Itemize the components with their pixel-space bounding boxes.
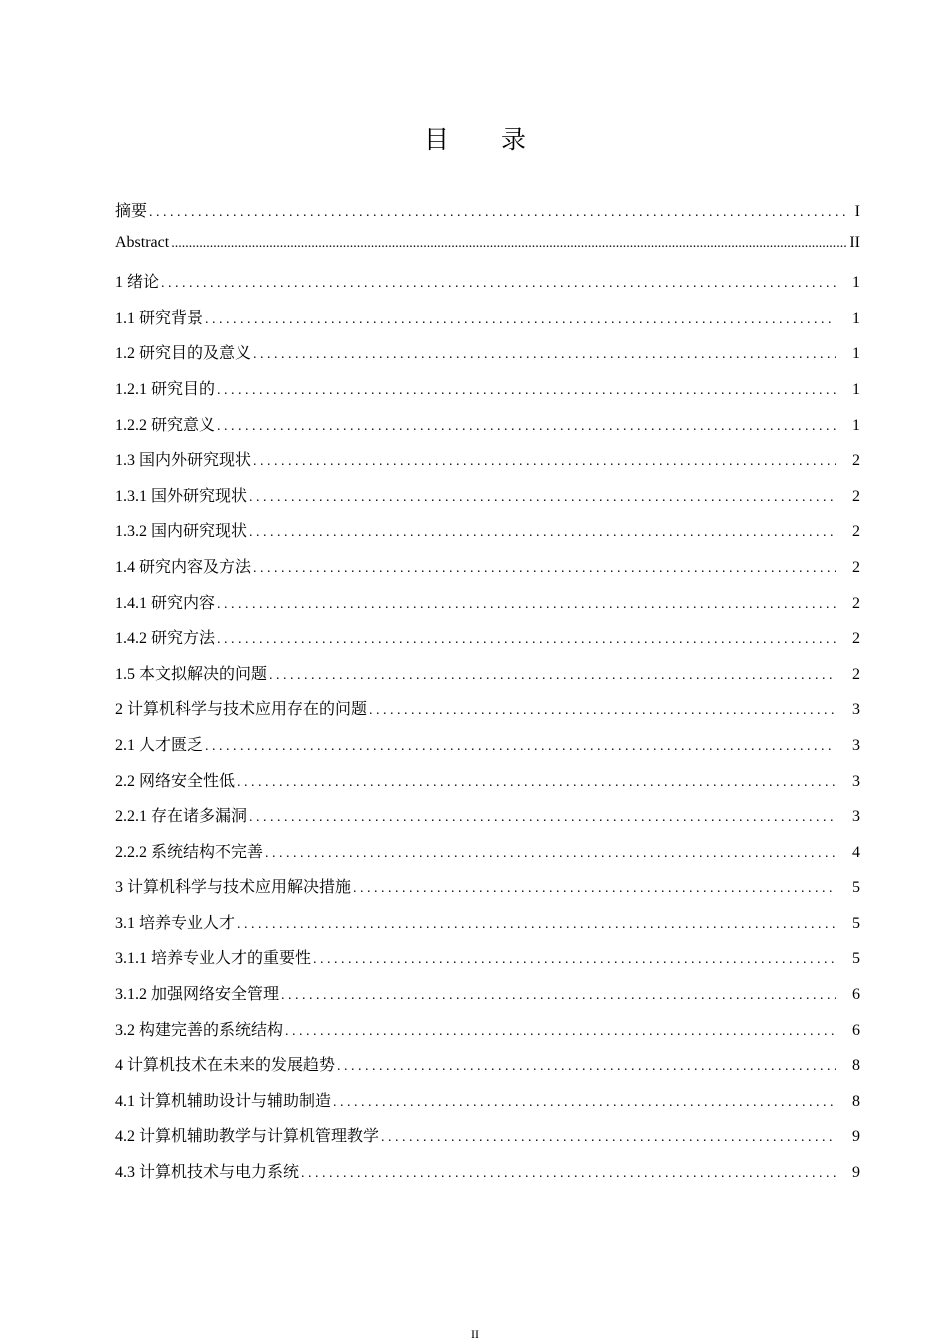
toc-entry[interactable] (115, 234, 860, 270)
toc-dot-leader (381, 1130, 836, 1147)
toc-entry[interactable] (115, 554, 860, 590)
toc-entry[interactable] (115, 518, 860, 554)
toc-entry-page: 3 (852, 701, 860, 719)
toc-entry[interactable] (115, 696, 860, 732)
toc-dot-leader (237, 917, 836, 934)
toc-dot-leader (313, 952, 836, 969)
toc-entry-label: 3.1.1 培养专业人才的重要性 (115, 950, 312, 968)
toc-entry-label: 1.2 研究目的及意义 (115, 345, 252, 363)
toc-dot-leader (281, 988, 836, 1005)
toc-entry-label: 1.5 本文拟解决的问题 (115, 665, 268, 683)
toc-entry-page: 2 (852, 523, 860, 541)
toc-dot-leader (217, 632, 836, 649)
toc-dot-leader (237, 775, 836, 792)
toc-entry-page: 3 (852, 808, 860, 826)
toc-entry-label: 1.4 研究内容及方法 (115, 558, 252, 576)
toc-entry[interactable] (115, 1017, 860, 1053)
toc-dot-leader (301, 1166, 836, 1183)
toc-entry-page: 1 (852, 274, 860, 292)
toc-entry[interactable] (115, 945, 860, 981)
toc-entry-page: 8 (852, 1092, 860, 1110)
toc-entry-page: 6 (852, 1021, 860, 1039)
toc-entry-page: 2 (852, 665, 860, 683)
toc-entry-label: 2.2.1 存在诸多漏洞 (115, 808, 248, 826)
toc-entry-label: 1.4.1 研究内容 (115, 594, 216, 612)
toc-dot-leader (253, 454, 836, 471)
toc-entry[interactable] (115, 376, 860, 412)
toc-entry-page: 2 (852, 594, 860, 612)
toc-dot-leader (161, 276, 836, 293)
toc-entry-label: 2.1 人才匮乏 (115, 736, 204, 754)
toc-entry-label: 1.2.1 研究目的 (115, 380, 216, 398)
toc-entry[interactable] (115, 447, 860, 483)
toc-dot-leader (249, 490, 836, 507)
toc-dot-leader (253, 347, 836, 364)
toc-entry-label: 4 计算机技术在未来的发展趋势 (115, 1057, 336, 1075)
toc-dot-leader (285, 1024, 836, 1041)
toc-entry-label: 2 计算机科学与技术应用存在的问题 (115, 701, 368, 719)
toc-entry-label: 3 计算机科学与技术应用解决措施 (115, 879, 352, 897)
toc-entry[interactable] (115, 981, 860, 1017)
toc-entry-label: 4.2 计算机辅助教学与计算机管理教学 (115, 1128, 380, 1146)
toc-entry-label: 1.4.2 研究方法 (115, 630, 216, 648)
toc-dot-leader (205, 739, 836, 756)
toc-entry-label: 3.1 培养专业人才 (115, 914, 236, 932)
toc-entry-label: 1.2.2 研究意义 (115, 416, 216, 434)
toc-entry[interactable] (115, 910, 860, 946)
toc-entry[interactable] (115, 839, 860, 875)
toc-entry-page: II (849, 233, 860, 251)
footer-page-number: II (471, 1327, 479, 1341)
toc-entry[interactable] (115, 874, 860, 910)
toc-entry[interactable] (115, 269, 860, 305)
toc-entry-page: 5 (852, 914, 860, 932)
toc-entry-label: 1.3.2 国内研究现状 (115, 523, 248, 541)
toc-entry[interactable] (115, 1052, 860, 1088)
toc-entry-page: 5 (852, 950, 860, 968)
toc-entry-label: Abstract (115, 233, 170, 251)
toc-entry-page: 6 (852, 986, 860, 1004)
toc-entry[interactable] (115, 803, 860, 839)
toc-entry[interactable] (115, 1123, 860, 1159)
toc-entry-page: 9 (852, 1128, 860, 1146)
toc-dot-leader (217, 383, 836, 400)
toc-entry[interactable] (115, 732, 860, 768)
toc-dot-leader (249, 525, 836, 542)
toc-entry-label: 2.2 网络安全性低 (115, 772, 236, 790)
toc-entry[interactable] (115, 768, 860, 804)
toc-dot-leader (269, 668, 836, 685)
toc-entry-label: 1.3 国内外研究现状 (115, 452, 252, 470)
toc-dot-leader (333, 1095, 836, 1112)
toc-entry[interactable] (115, 661, 860, 697)
toc-entry-page: I (854, 203, 860, 220)
toc-entry-label: 4.3 计算机技术与电力系统 (115, 1164, 300, 1182)
toc-dot-leader (369, 703, 836, 720)
toc-dot-leader (337, 1059, 836, 1076)
toc-entry-page: 5 (852, 879, 860, 897)
toc-dot-leader (249, 810, 836, 827)
toc-entry[interactable] (115, 305, 860, 341)
toc-entry[interactable] (115, 198, 860, 234)
toc-entry-page: 1 (852, 416, 860, 434)
toc-entry-page: 3 (852, 772, 860, 790)
toc-entry-label: 3.2 构建完善的系统结构 (115, 1021, 284, 1039)
toc-entry-page: 2 (852, 558, 860, 576)
toc-entry[interactable] (115, 340, 860, 376)
toc-entry-page: 8 (852, 1057, 860, 1075)
toc-dot-leader (149, 205, 846, 222)
toc-entry[interactable] (115, 590, 860, 626)
toc-entry-label: 2.2.2 系统结构不完善 (115, 843, 264, 861)
toc-entry-page: 2 (852, 452, 860, 470)
toc-entry-page: 9 (852, 1164, 860, 1182)
toc-entry-page: 2 (852, 487, 860, 505)
page-title: 目 录 (424, 125, 548, 154)
toc-entry-page: 2 (852, 630, 860, 648)
toc-entry-page: 4 (852, 843, 860, 861)
toc-dot-leader (171, 236, 846, 253)
toc-entry[interactable] (115, 1088, 860, 1124)
toc-entry[interactable] (115, 1159, 860, 1195)
toc-entry-page: 3 (852, 736, 860, 754)
toc-dot-leader (253, 561, 836, 578)
toc-entry-label: 1 绪论 (115, 274, 160, 292)
toc-entry[interactable] (115, 412, 860, 448)
toc-entry[interactable] (115, 625, 860, 661)
toc-entry[interactable] (115, 483, 860, 519)
toc-entry-label: 摘要 (115, 203, 148, 220)
toc-entry-page: 1 (852, 309, 860, 327)
toc-entry-label: 4.1 计算机辅助设计与辅助制造 (115, 1092, 332, 1110)
toc-dot-leader (217, 419, 836, 436)
toc-entry-label: 1.1 研究背景 (115, 309, 204, 327)
toc-dot-leader (217, 597, 836, 614)
toc-entry-label: 3.1.2 加强网络安全管理 (115, 986, 280, 1004)
toc-entry-page: 1 (852, 345, 860, 363)
toc-dot-leader (205, 312, 836, 329)
toc-dot-leader (353, 881, 836, 898)
toc-entry-page: 1 (852, 380, 860, 398)
table-of-contents (115, 198, 860, 1195)
toc-dot-leader (265, 846, 836, 863)
toc-entry-label: 1.3.1 国外研究现状 (115, 487, 248, 505)
